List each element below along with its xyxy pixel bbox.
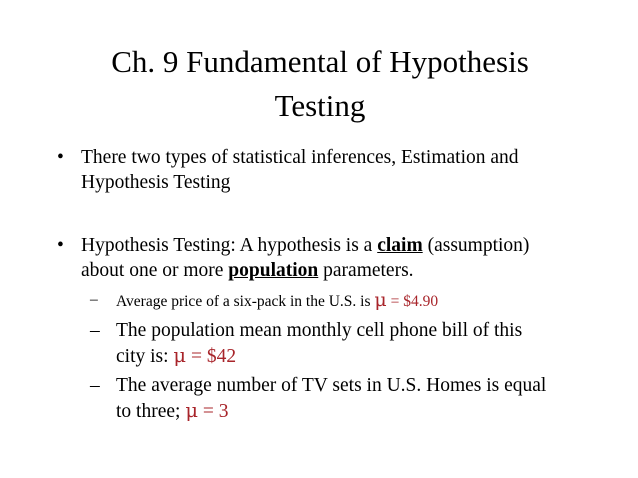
sub3-value: = 3 [198, 401, 229, 422]
bullet2-part1: Hypothesis Testing: A hypothesis is a [81, 235, 378, 256]
bullet-statistical-inferences [57, 145, 577, 195]
title-line-2: Testing [274, 88, 366, 123]
sub-dash: – [90, 291, 98, 308]
bullet2-part4: parameters. [318, 260, 414, 281]
bullet-dot: • [57, 147, 64, 168]
sub1-value: = $4.90 [386, 293, 439, 310]
bullet-text [81, 145, 577, 195]
sub-dash: – [90, 320, 100, 341]
claim-keyword: claim [377, 235, 423, 256]
bullet-dot: • [57, 235, 64, 256]
sub-bullet-cell-phone-bill [90, 318, 590, 369]
population-keyword: population [228, 260, 319, 281]
sub-text [116, 289, 590, 313]
sub-text [116, 318, 590, 369]
mu-symbol: μ [374, 289, 387, 311]
sub-bullet-six-pack [90, 289, 590, 313]
sub3-line1: The average number of TV sets in U.S. Homes is equal [116, 375, 547, 396]
sub-dash: – [90, 375, 100, 396]
bullet2-part2: (assumption) [422, 235, 530, 256]
sub2-line2: city is: [116, 346, 174, 367]
sub2-value: = $42 [186, 346, 237, 367]
mu-symbol: μ [173, 344, 187, 367]
sub-bullet-tv-sets [90, 373, 590, 424]
bullet-hypothesis-testing [57, 233, 577, 283]
slide-title [60, 40, 580, 128]
bullet1-line2: Hypothesis Testing [81, 172, 231, 193]
sub2-line1: The population mean monthly cell phone bill of this [116, 320, 523, 341]
bullet1-line1: There two types of statistical inferences, Estimation and [81, 147, 519, 168]
sub1-text: Average price of a six-pack in the U.S. is [116, 293, 375, 310]
bullet-text [81, 233, 577, 283]
mu-symbol: μ [185, 399, 198, 422]
sub-text [116, 373, 590, 424]
bullet2-part3: about one or more [81, 260, 229, 281]
sub3-line2: to three; [116, 401, 186, 422]
title-line-1: Ch. 9 Fundamental of Hypothesis [111, 44, 529, 79]
